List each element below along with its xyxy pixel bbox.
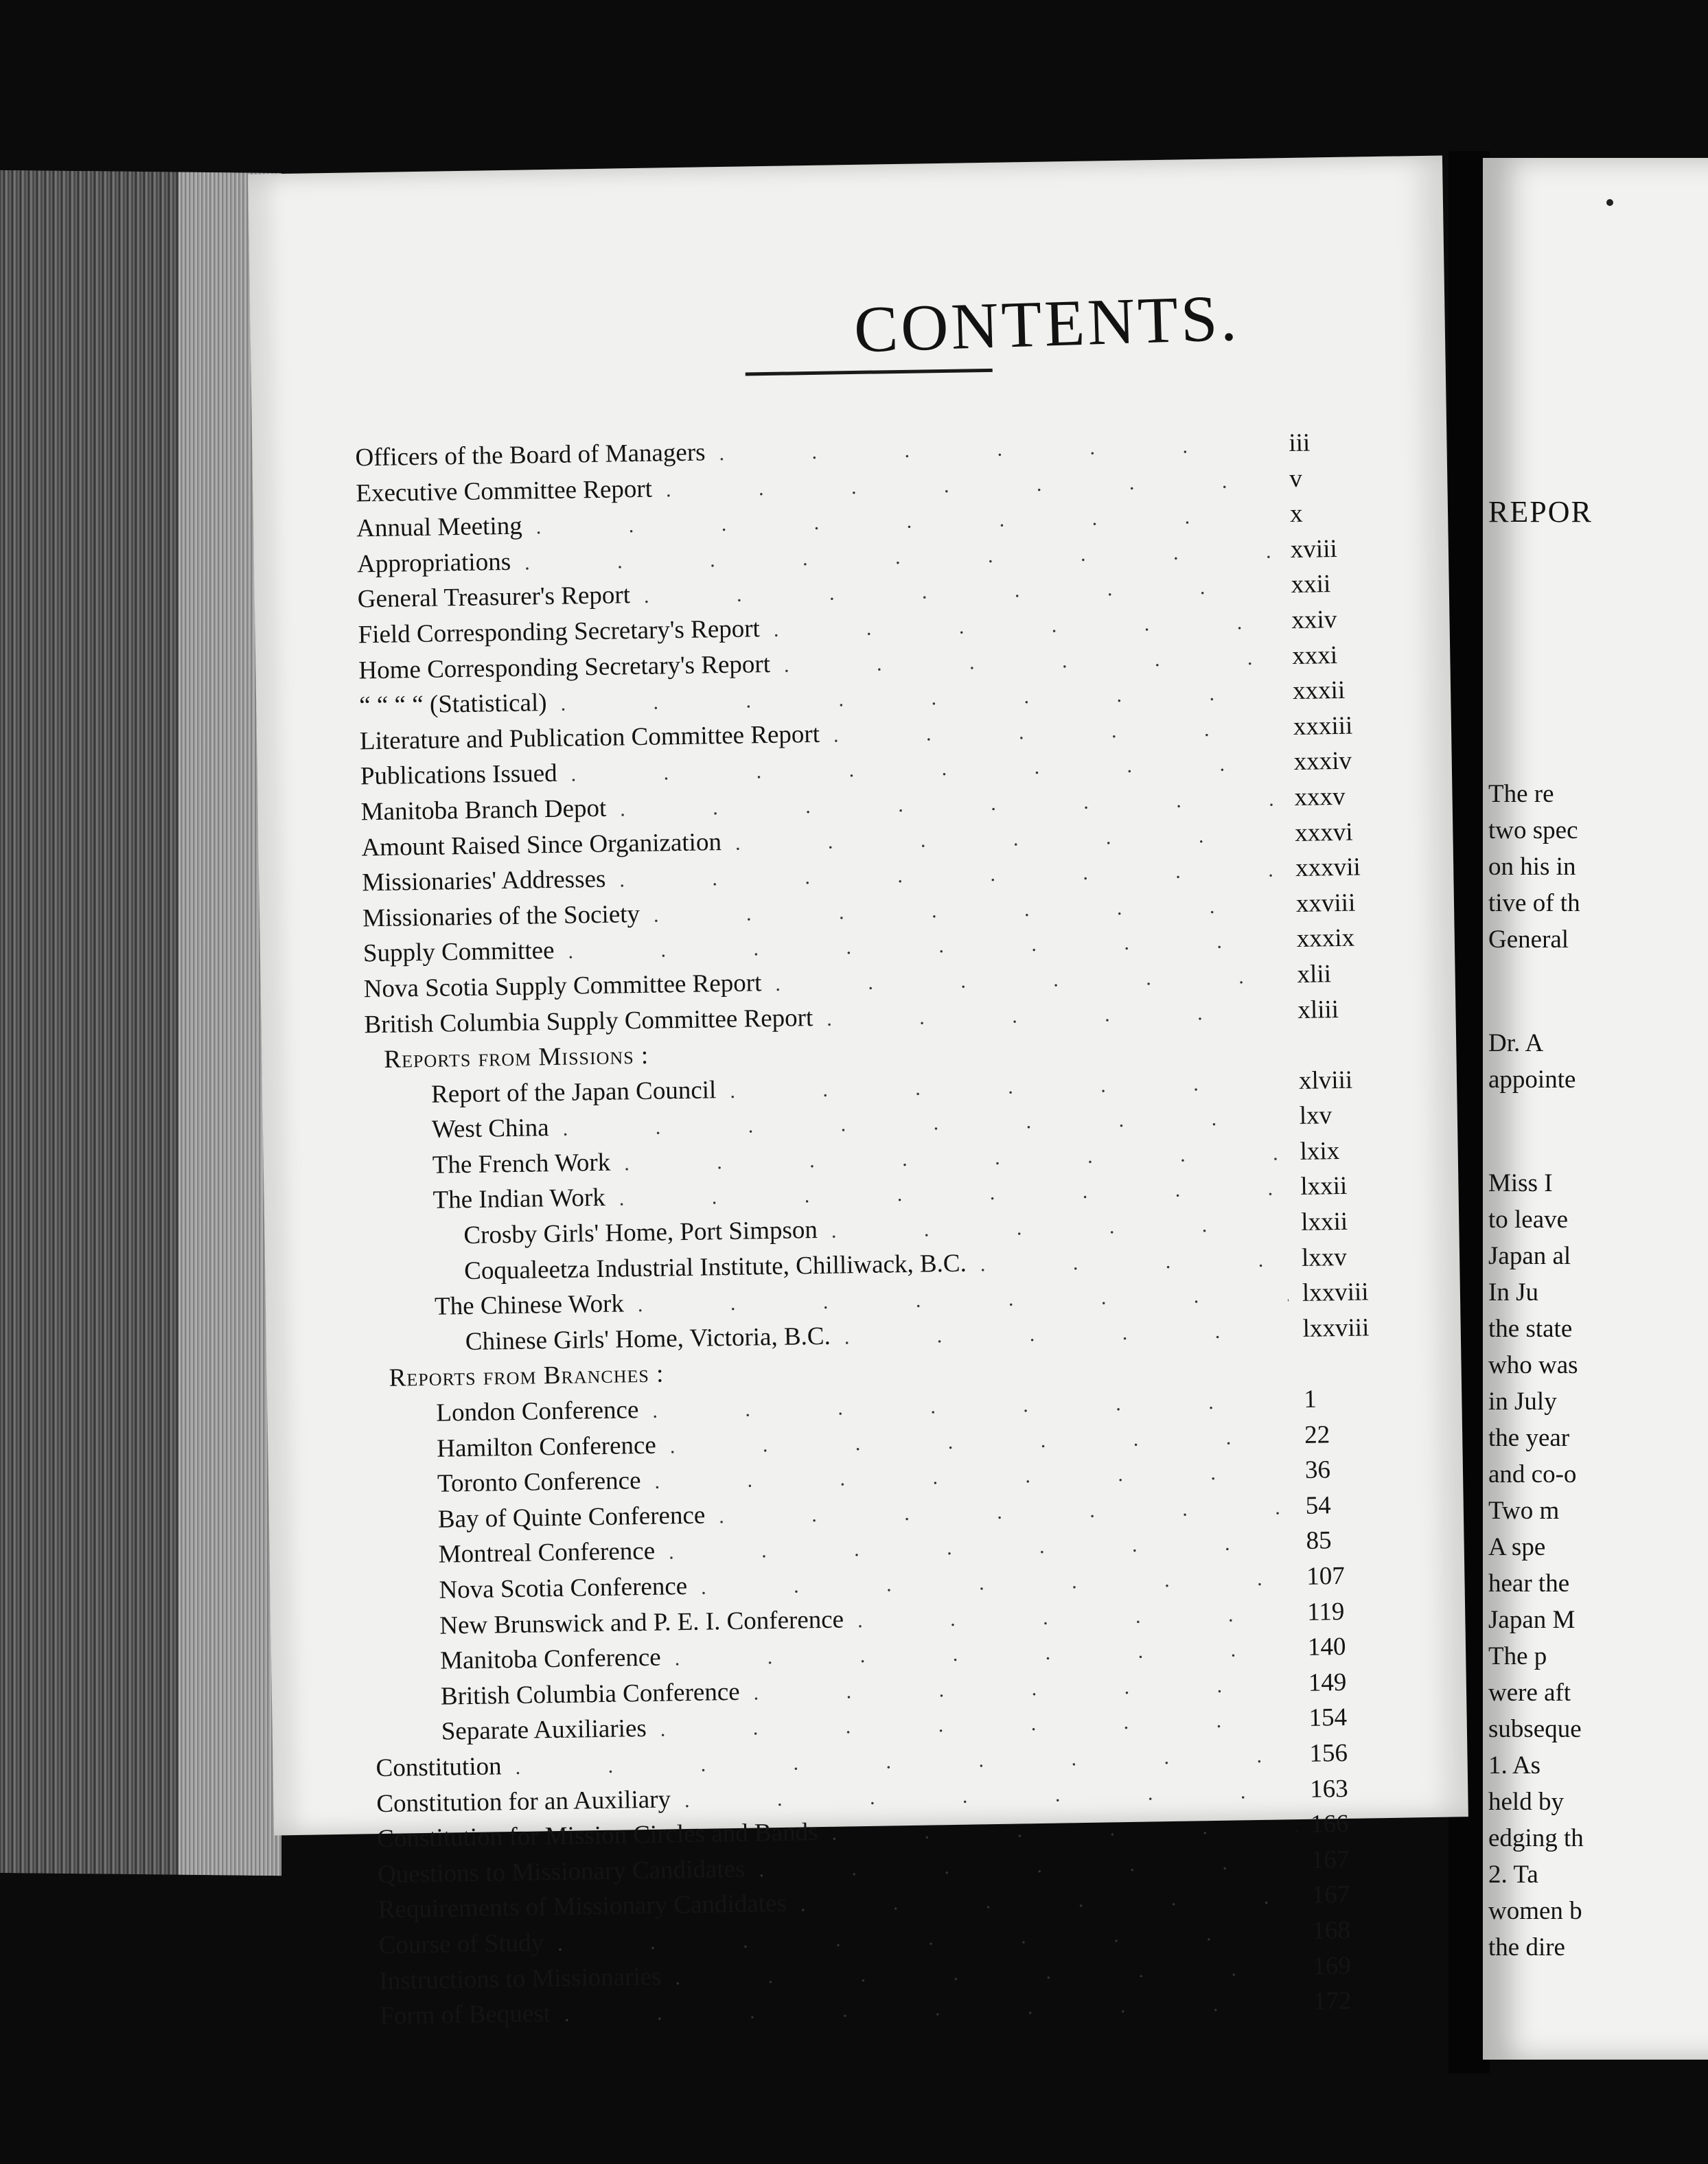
toc-entry-page: xviii: [1290, 534, 1338, 564]
toc-entry-page: xxxix: [1296, 923, 1355, 954]
toc-entry-title: Toronto Conference: [437, 1466, 641, 1498]
toc-entry-title: The Chinese Work: [434, 1289, 625, 1321]
toc-entry-page: 119: [1306, 1597, 1345, 1626]
left-page: [248, 155, 1468, 2031]
toc-entry-page: 169: [1312, 1951, 1352, 1981]
right-page-line: who was: [1488, 1351, 1578, 1379]
right-page-line: were aft: [1488, 1679, 1571, 1707]
toc-entry-title: Report of the Japan Council: [430, 1075, 717, 1109]
dot-leader: [827, 994, 1284, 1037]
dot-leader: [980, 1242, 1288, 1282]
toc-entry-title: Montreal Conference: [438, 1537, 656, 1569]
toc-entry-title: Missionaries' Addresses: [362, 864, 606, 897]
toc-entry-title: Crosby Girls' Home, Port Simpson: [463, 1216, 818, 1250]
toc-entry-page: xlii: [1297, 960, 1332, 989]
right-page-line: the dire: [1488, 1933, 1565, 1961]
right-page-line: Dr. A: [1488, 1029, 1544, 1057]
toc-entry-page: 154: [1308, 1703, 1348, 1733]
toc-entry-title: British Columbia Conference: [440, 1677, 740, 1711]
toc-entry-title: Appropriations: [356, 547, 511, 579]
toc-entry-page: iii: [1289, 428, 1311, 458]
right-page-line: Japan M: [1488, 1606, 1576, 1634]
toc-entry-page: xxiv: [1291, 605, 1337, 634]
toc-entry-page: xxxiv: [1293, 747, 1352, 776]
right-page-line: in July: [1488, 1388, 1557, 1416]
toc-entry-title: Requirements of Missionary Candidates: [378, 1889, 787, 1924]
dot-leader: [844, 1313, 1289, 1355]
right-page-line: Japan al: [1488, 1242, 1571, 1270]
toc-entry-title: New Brunswick and P. E. I. Conference: [439, 1605, 844, 1640]
toc-entry-page: xxxv: [1294, 782, 1346, 812]
toc-entry-title: Course of Study: [378, 1929, 544, 1960]
right-page-line: [1488, 958, 1708, 1025]
toc-entry-page: lxxii: [1300, 1207, 1348, 1236]
right-page-line: appointe: [1488, 1066, 1576, 1094]
toc-entry-title: Literature and Publication Committee Report: [359, 720, 820, 756]
toc-entry-page: 167: [1311, 1880, 1350, 1910]
right-page-line: to leave: [1488, 1206, 1569, 1234]
toc-entry-page: 168: [1312, 1915, 1351, 1945]
right-page-line: held by: [1488, 1788, 1564, 1816]
toc-entry-page: 107: [1306, 1561, 1346, 1591]
toc-entry-page: xxxvii: [1295, 853, 1361, 883]
toc-entry-page: xxviii: [1295, 888, 1356, 918]
toc-entry-page: lxxv: [1301, 1243, 1348, 1272]
toc-entry-title: Instructions to Missionaries: [379, 1962, 662, 1995]
toc-entry-title: The Indian Work: [432, 1184, 606, 1215]
toc-entry-title: Form of Bequest: [379, 1999, 551, 2031]
toc-entry-title: Manitoba Conference: [439, 1643, 662, 1675]
toc-entry-page: xlviii: [1298, 1066, 1353, 1095]
toc-entry-title: Supply Committee: [362, 936, 555, 968]
toc-entry-page: v: [1289, 464, 1303, 493]
right-page-line: 1. As: [1488, 1751, 1541, 1780]
toc-entry-title: West China: [431, 1114, 549, 1144]
toc-entry-title: Hamilton Conference: [436, 1431, 657, 1463]
toc-entry-page: 140: [1307, 1633, 1346, 1662]
right-page-line: The p: [1488, 1642, 1547, 1670]
right-page-line: hear the: [1488, 1569, 1570, 1598]
right-page-line: women b: [1488, 1897, 1582, 1925]
toc-entry-page: xxxi: [1291, 641, 1338, 670]
right-page-line: on his in: [1488, 853, 1576, 881]
toc-entry-title: Chinese Girls' Home, Victoria, B.C.: [465, 1322, 831, 1356]
toc-entry-title: General Treasurer's Report: [357, 581, 631, 614]
toc-entry-title: Questions to Missionary Candidates: [377, 1854, 746, 1889]
toc-entry-page: 166: [1310, 1810, 1349, 1839]
right-page-line: edging th: [1488, 1824, 1584, 1852]
toc-entry-page: lxv: [1299, 1101, 1332, 1131]
toc-entry-page: 156: [1309, 1738, 1348, 1768]
toc-entry-page: 167: [1311, 1845, 1350, 1874]
right-page-line: Miss I: [1488, 1169, 1553, 1197]
toc-entry-page: 149: [1308, 1668, 1347, 1697]
toc-entry-title: The French Work: [432, 1148, 611, 1179]
section-heading: Reports from Missions :: [384, 1041, 649, 1074]
toc-entry-page: xxxiii: [1293, 711, 1353, 741]
toc-entry-page: 172: [1313, 1987, 1352, 2016]
toc-entry-page: 54: [1305, 1491, 1332, 1520]
toc-entry-title: Home Corresponding Secretary's Report: [358, 649, 771, 684]
toc-entry-title: Field Corresponding Secretary's Report: [358, 614, 761, 649]
ink-speck: [1606, 199, 1613, 206]
toc-entry-title: Executive Committee Report: [356, 474, 653, 507]
toc-entry-title: British Columbia Supply Committee Report: [364, 1003, 813, 1039]
toc-entry-page: lxxii: [1300, 1172, 1348, 1201]
right-page-line: [1488, 1098, 1708, 1165]
toc-entry-page: xxxvi: [1295, 818, 1353, 847]
right-page-line: the state: [1488, 1315, 1573, 1343]
toc-entry-title: Nova Scotia Conference: [439, 1572, 688, 1604]
toc-entry-title: London Conference: [436, 1396, 639, 1427]
right-page-line: The re: [1488, 780, 1554, 808]
toc-entry-title: Constitution for Mission Circles and Bands: [376, 1818, 818, 1854]
toc-entry-title: Nova Scotia Supply Committee Report: [363, 969, 762, 1004]
toc-entry-page: 85: [1306, 1526, 1332, 1556]
right-page-text: [1488, 776, 1708, 1966]
toc-entry-title: Bay of Quinte Conference: [437, 1501, 706, 1534]
toc-entry-title: “ “ “ “ (Statistical): [358, 689, 547, 720]
table-of-contents: [355, 424, 1396, 2034]
section-heading: Reports from Branches :: [389, 1359, 665, 1393]
toc-entry-page: lxix: [1300, 1136, 1340, 1166]
toc-entry-title: Annual Meeting: [356, 511, 523, 543]
page-title: CONTENTS.: [853, 280, 1240, 367]
toc-entry-title: Manitoba Branch Depot: [360, 794, 607, 827]
right-page-line: General: [1488, 925, 1569, 954]
toc-entry-title: Separate Auxiliaries: [441, 1714, 647, 1747]
toc-entry-page: 36: [1304, 1455, 1331, 1485]
right-page-line: two spec: [1488, 816, 1578, 844]
right-page-line: In Ju: [1488, 1278, 1538, 1307]
toc-entry-title: Publications Issued: [360, 759, 557, 791]
toc-entry-page: x: [1289, 499, 1303, 529]
toc-entry-page: 163: [1309, 1774, 1349, 1804]
right-page-line: 2. Ta: [1488, 1861, 1538, 1889]
book-page-edges: [0, 170, 281, 1876]
toc-entry-title: Constitution: [376, 1752, 502, 1783]
toc-entry-title: Officers of the Board of Managers: [355, 438, 706, 472]
toc-entry-page: xxxii: [1292, 676, 1346, 706]
toc-entry-page: xxii: [1291, 570, 1331, 599]
right-page-line: the year: [1488, 1424, 1570, 1452]
right-page-line: tive of th: [1488, 889, 1580, 917]
toc-entry-page: xliii: [1297, 995, 1339, 1024]
right-page-line: A spe: [1488, 1533, 1546, 1561]
toc-entry-title: Amount Raised Since Organization: [361, 827, 722, 862]
right-page-line: subseque: [1488, 1715, 1582, 1743]
toc-entry-page: 22: [1304, 1420, 1330, 1449]
toc-entry-title: Coqualeetza Industrial Institute, Chilliwack, B.C.: [463, 1249, 967, 1285]
right-page-heading: REPOR: [1488, 495, 1593, 529]
toc-entry-page: lxxviii: [1302, 1278, 1369, 1308]
right-page-line: Two m: [1488, 1497, 1560, 1525]
right-page-line: and co-o: [1488, 1460, 1577, 1488]
toc-entry-page: 1: [1304, 1385, 1317, 1414]
toc-entry-title: Missionaries of the Society: [362, 899, 640, 933]
toc-entry-title: Constitution for an Auxiliary: [376, 1784, 671, 1818]
toc-entry-page: lxxviii: [1302, 1313, 1370, 1343]
